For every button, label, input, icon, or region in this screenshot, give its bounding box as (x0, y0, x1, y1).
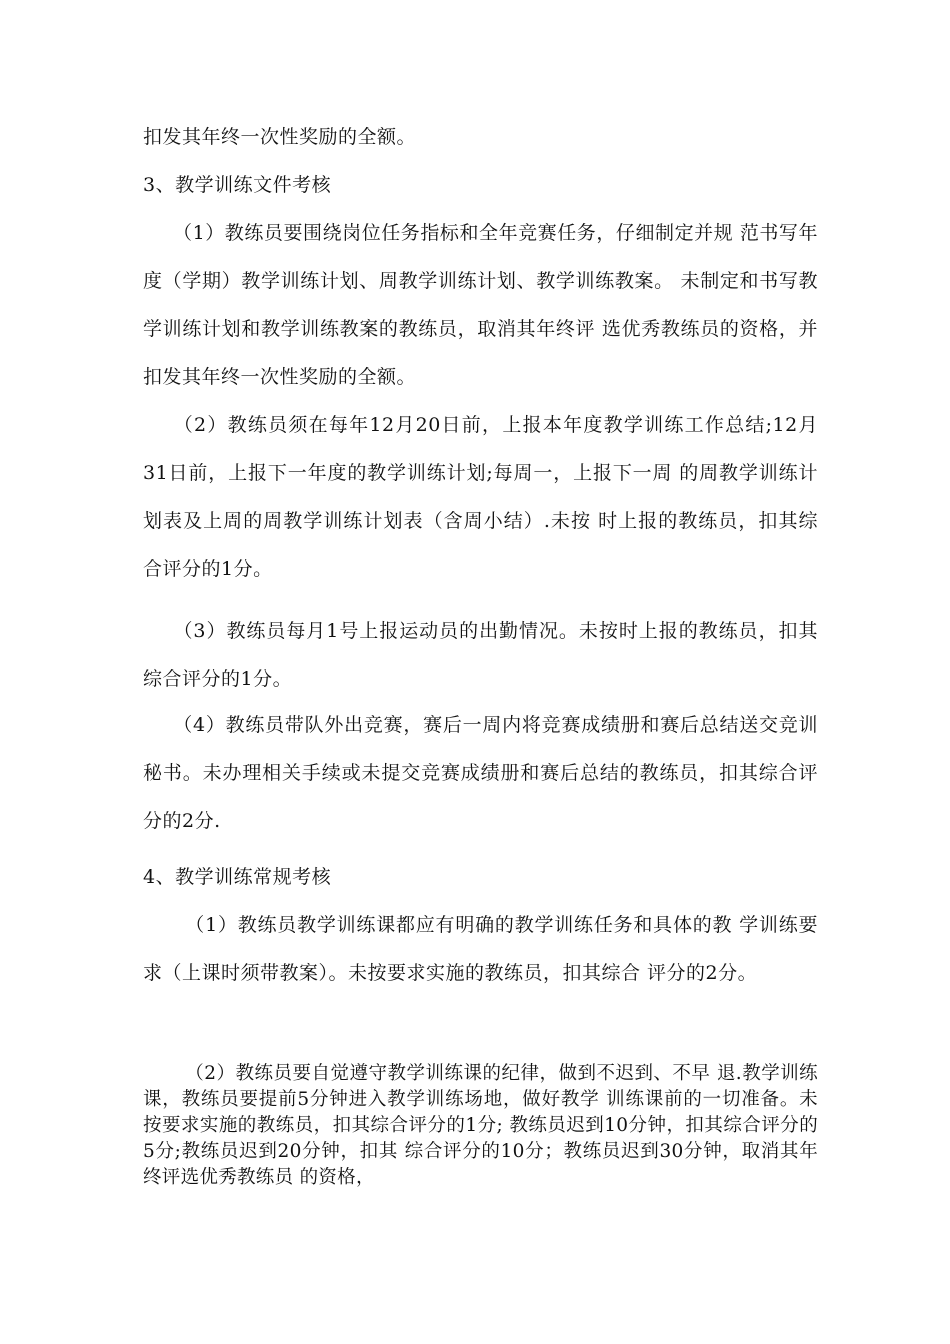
paragraph-text: （1）教练员教学训练课都应有明确的教学训练任务和具体的教 学训练要求（上课时须带教案）。未按要求实施的教练员，扣其综合 评分的2分。 (143, 914, 818, 984)
paragraph-3-1 (143, 209, 818, 401)
paragraph-3-4 (143, 701, 818, 845)
paragraph-text: （1）教练员要围绕岗位任务指标和全年竞赛任务，仔细制定并规 范书写年度（学期）教学训练计划、周教学训练计划、教学训练教案。 未制定和书写教学训练计划和教学训练教案的教练员，取消其年终评 选优秀教练员的资格，并扣发其年终一次性奖励的全额。 (143, 222, 818, 388)
paragraph-3-2 (143, 401, 818, 593)
paragraph-4-2 (143, 1061, 818, 1191)
paragraph-text: （4）教练员带队外出竞赛，赛后一周内将竞赛成绩册和赛后总结送交竞训秘书。未办理相关手续或未提交竞赛成绩册和赛后总结的教练员，扣其综合评分的2分. (143, 714, 818, 832)
paragraph-text: 扣发其年终一次性奖励的全额。 (143, 126, 417, 148)
heading-text: 4、教学训练常规考核 (143, 866, 332, 888)
paragraph-4-1 (143, 901, 818, 997)
paragraph-continuation (143, 113, 818, 161)
paragraph-text: （2）教练员须在每年12月20日前，上报本年度教学训练工作总结;12月31日前，上报下一年度的教学训练计划;每周一，上报下一周 的周教学训练计划表及上周的周教学训练计划表（含周小结）.未按 时上报的教练员，扣其综合评分的1分。 (143, 414, 818, 580)
heading-text: 3、教学训练文件考核 (143, 174, 332, 196)
paragraph-text: （3）教练员每月1号上报运动员的出勤情况。未按时上报的教练员，扣其综合评分的1分。 (143, 620, 818, 690)
paragraph-text: （2）教练员要自觉遵守教学训练课的纪律，做到不迟到、不早 退.教学训练课，教练员要提前5分钟进入教学训练场地，做好教学 训练课前的一切准备。未按要求实施的教练员，扣其综合评分的1分; 教练员迟到10分钟，扣其综合评分的5分;教练员迟到20分钟，扣其 综合评分的10分；教练员迟到30分钟，取消其年终评选优秀教练员 的资格， (143, 1063, 818, 1188)
paragraph-3-3 (143, 607, 818, 703)
section-heading-4 (143, 853, 818, 901)
section-heading-3 (143, 161, 818, 209)
